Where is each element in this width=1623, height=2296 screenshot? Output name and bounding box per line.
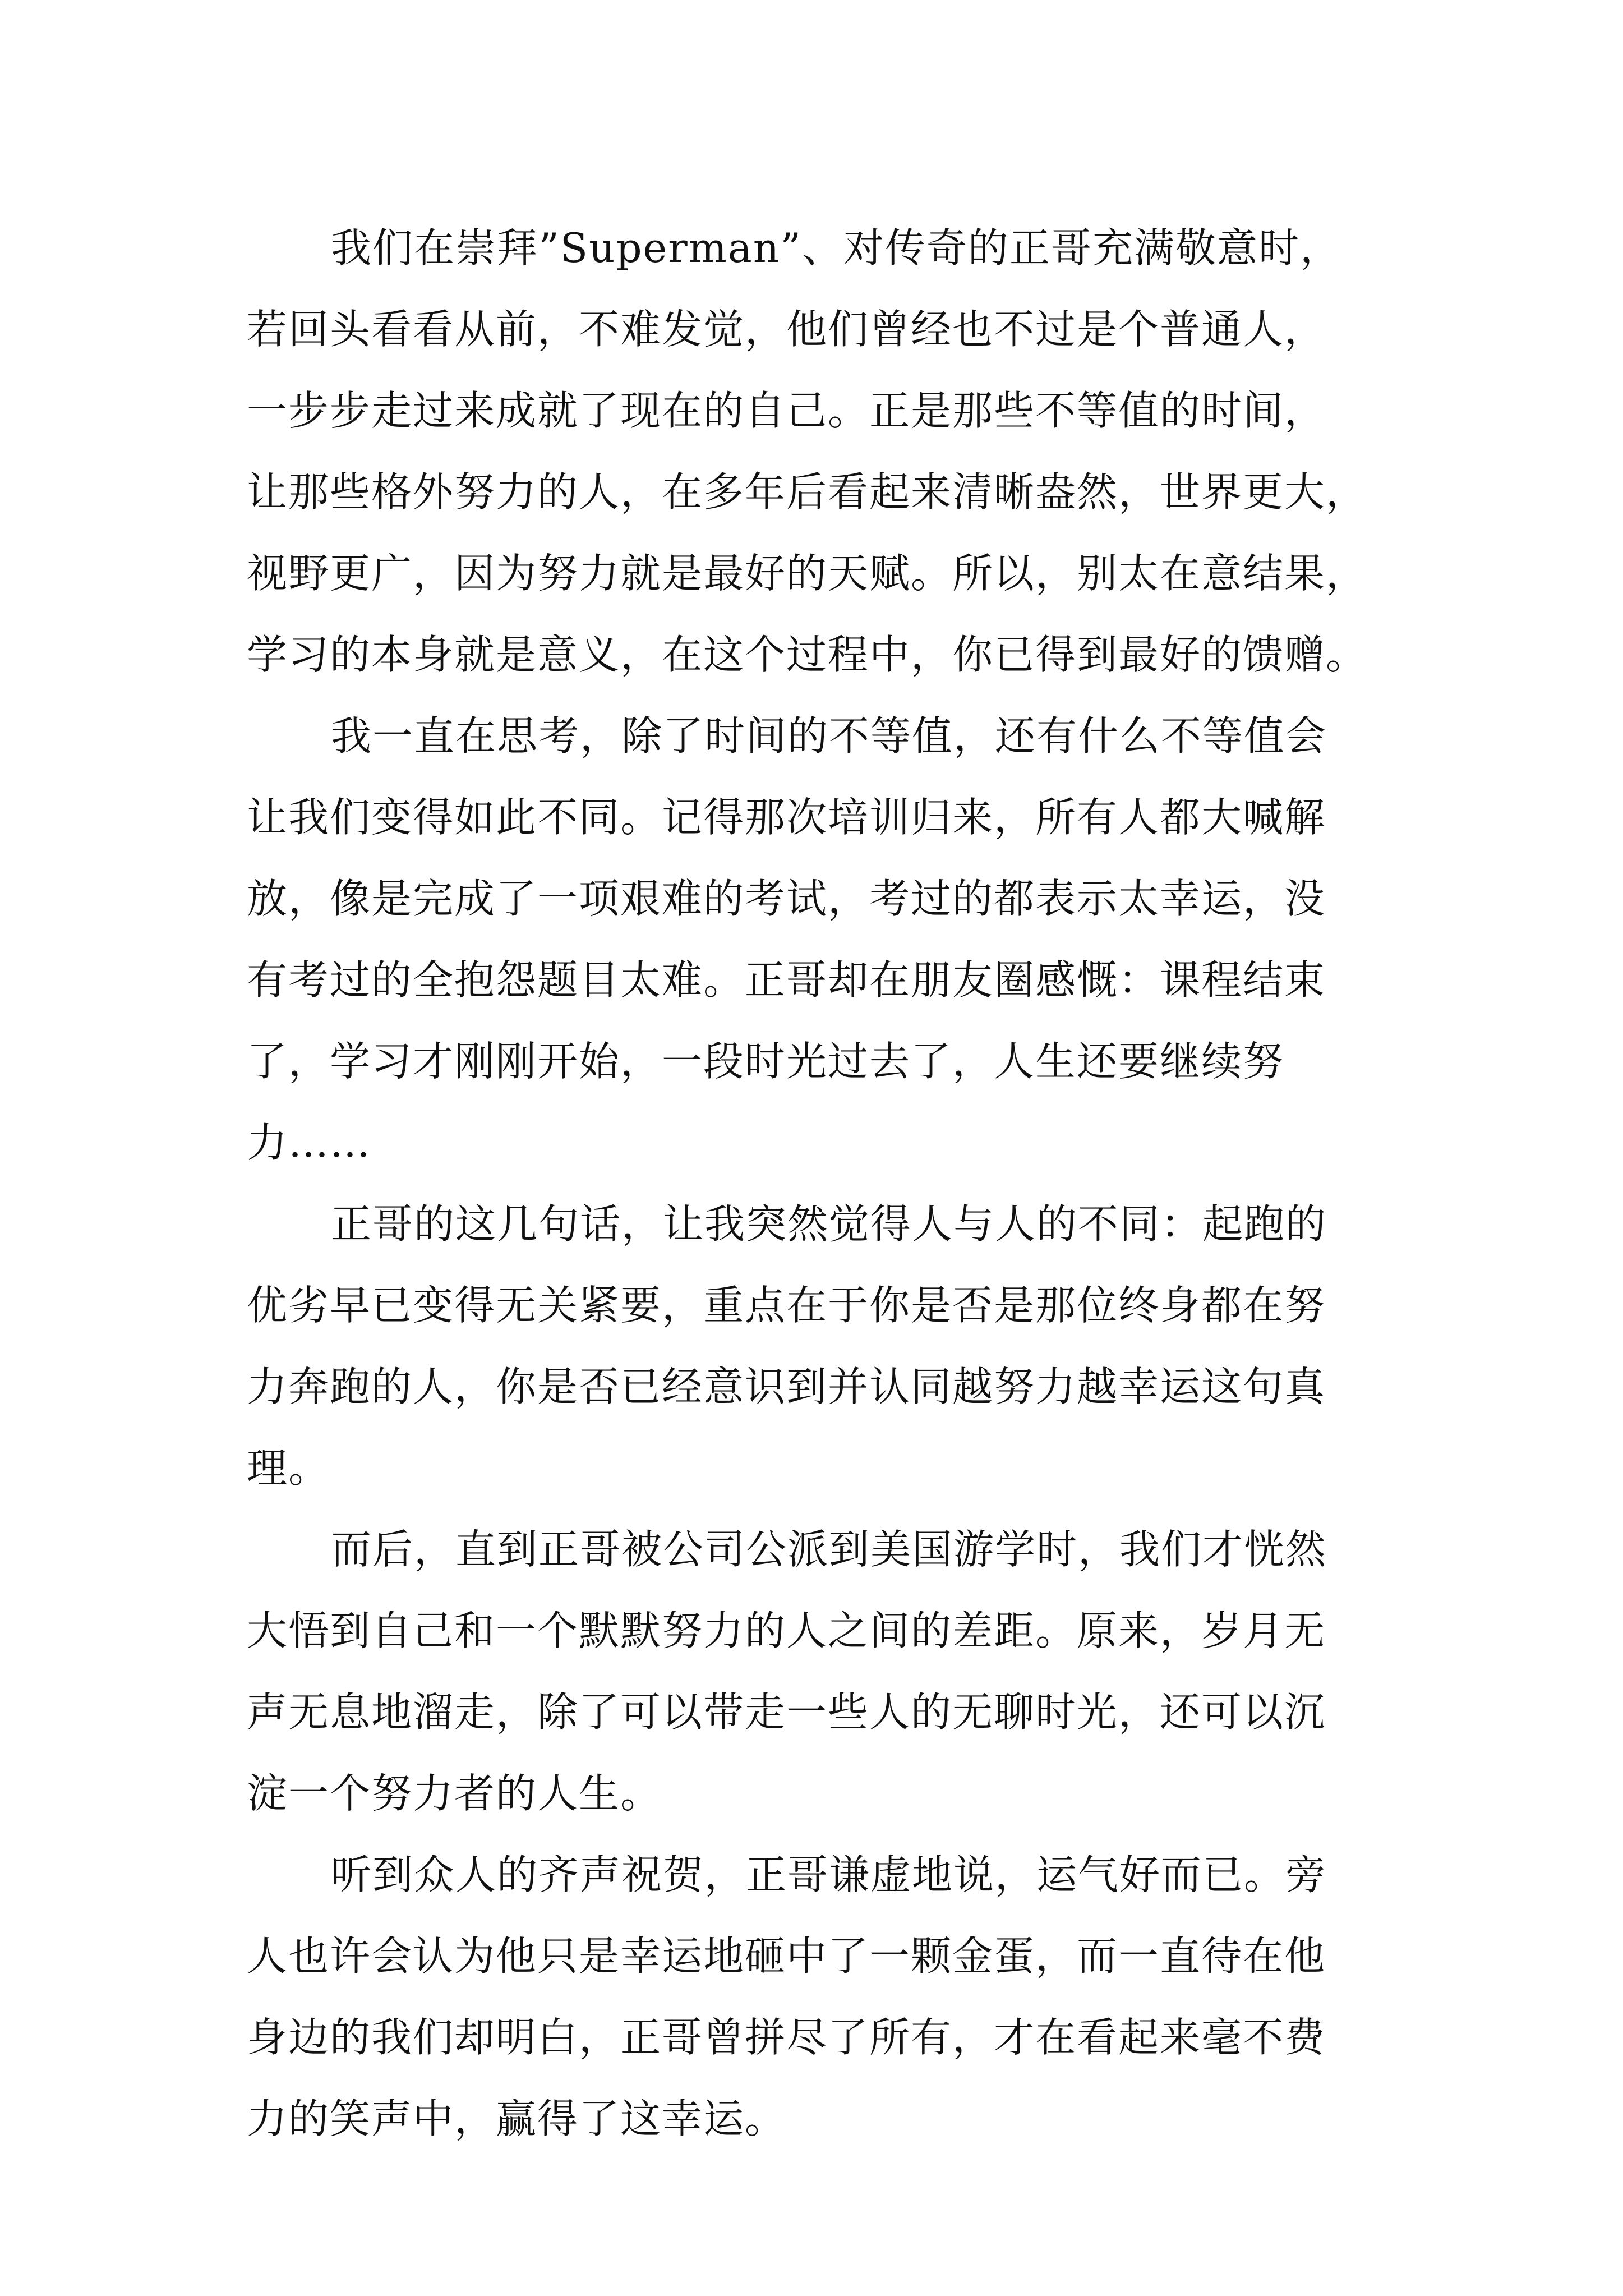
paragraph-4 xyxy=(247,1509,1402,1834)
paragraph-5 xyxy=(247,1834,1402,2160)
text-line: 身边的我们却明白，正哥曾拼尽了所有，才在看起来毫不费 xyxy=(247,2014,1326,2061)
text-line: 力的笑声中，赢得了这幸运。 xyxy=(247,2095,787,2142)
text-line: 人也许会认为他只是幸运地砸中了一颗金蛋，而一直待在他 xyxy=(247,1932,1326,1980)
paragraph-2 xyxy=(247,696,1402,1184)
text-line: 优劣早已变得无关紧要，重点在于你是否是那位终身都在努 xyxy=(247,1282,1326,1329)
text-line: 理。 xyxy=(247,1444,330,1492)
text-line: 了，学习才刚刚开始，一段时光过去了，人生还要继续努 xyxy=(247,1038,1285,1085)
text-line: 听到众人的齐声祝贺，正哥谦虚地说，运气好而已。旁 xyxy=(331,1851,1327,1898)
text-line: 学习的本身就是意义，在这个过程中，你已得到最好的馈赠。 xyxy=(247,631,1368,678)
text-line: 大悟到自己和一个默默努力的人之间的差距。原来，岁月无 xyxy=(247,1607,1326,1654)
text-line: 力…… xyxy=(247,1119,372,1166)
paragraph-1 xyxy=(247,208,1402,696)
article-body xyxy=(247,208,1402,2160)
text-line: 正哥的这几句话，让我突然觉得人与人的不同：起跑的 xyxy=(331,1200,1327,1248)
paragraph-3 xyxy=(247,1184,1402,1509)
text-line: 我一直在思考，除了时间的不等值，还有什么不等值会 xyxy=(331,712,1327,760)
text-line: 放，像是完成了一项艰难的考试，考过的都表示太幸运，没 xyxy=(247,875,1326,922)
text-line: 视野更广，因为努力就是最好的天赋。所以，别太在意结果， xyxy=(247,550,1368,597)
text-line: 让那些格外努力的人，在多年后看起来清晰盎然，世界更大， xyxy=(247,468,1368,516)
text-line: 我们在崇拜”Superman”、对传奇的正哥充满敬意时， xyxy=(331,224,1342,272)
text-line: 一步步走过来成就了现在的自己。正是那些不等值的时间， xyxy=(247,387,1326,434)
text-line: 若回头看看从前，不难发觉，他们曾经也不过是个普通人， xyxy=(247,306,1326,353)
text-line: 声无息地溜走，除了可以带走一些人的无聊时光，还可以沉 xyxy=(247,1688,1326,1736)
text-line: 让我们变得如此不同。记得那次培训归来，所有人都大喊解 xyxy=(247,794,1326,841)
text-line: 而后，直到正哥被公司公派到美国游学时，我们才恍然 xyxy=(331,1526,1327,1573)
text-line: 有考过的全抱怨题目太难。正哥却在朋友圈感慨：课程结束 xyxy=(247,956,1326,1004)
text-line: 淀一个努力者的人生。 xyxy=(247,1770,662,1817)
text-line: 力奔跑的人，你是否已经意识到并认同越努力越幸运这句真 xyxy=(247,1363,1326,1410)
